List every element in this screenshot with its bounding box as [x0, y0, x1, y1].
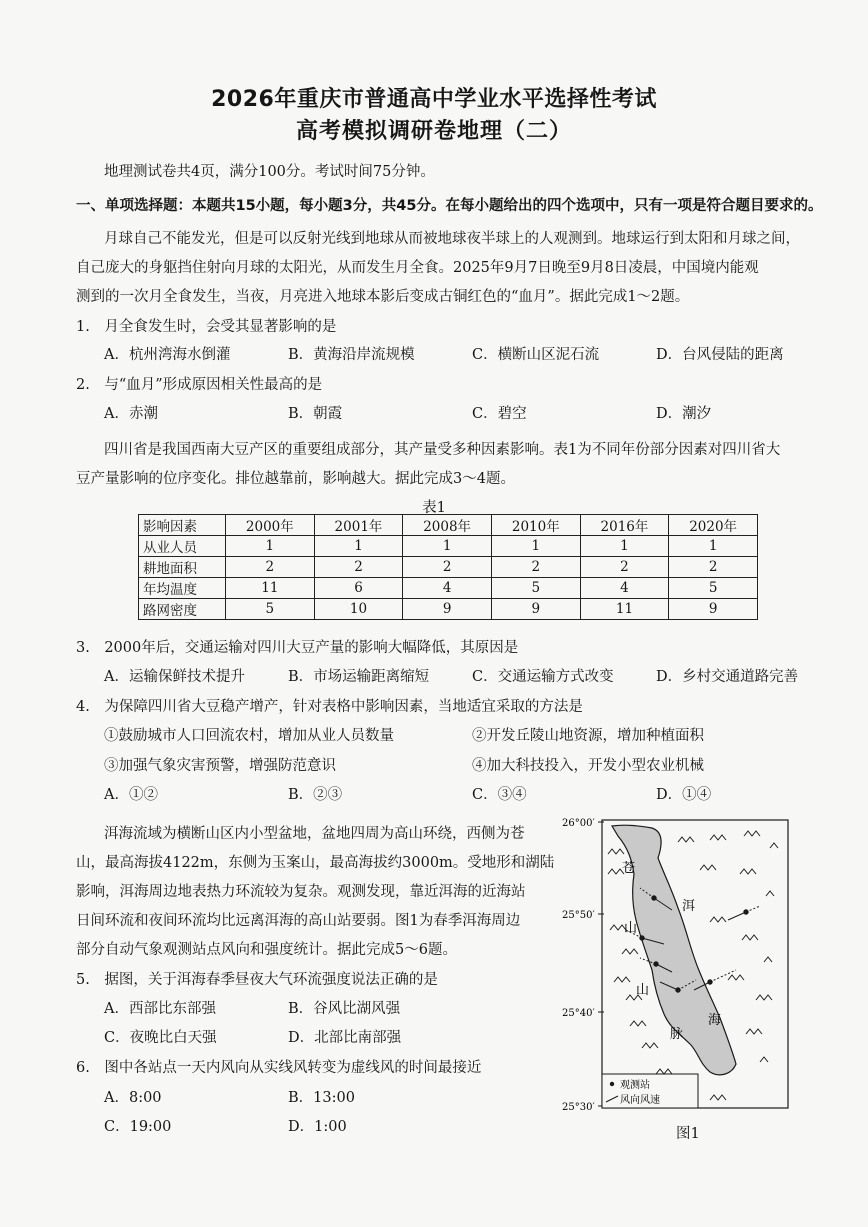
map-label: 海 [708, 1013, 722, 1028]
q4-option-a: A．①② [104, 787, 158, 803]
table-header-cell: 2010年 [491, 515, 580, 536]
question-6-stem: 6. 图中各站点一天内风向从实线风转变为虚线风的时间最接近 [76, 1060, 482, 1076]
question-1-stem: 1. 月全食发生时，会受其显著影响的是 [76, 319, 337, 335]
table-header-cell: 2008年 [403, 515, 492, 536]
table-cell: 2 [314, 557, 403, 578]
erhai-map-figure [560, 812, 790, 1142]
table-cell: 2 [403, 557, 492, 578]
table-cell: 5 [669, 578, 758, 599]
passage3-line: 山，最高海拔4122m，东侧为玉案山，最高海拔约3000m。受地形和湖陆 [76, 855, 555, 871]
table-cell: 5 [491, 578, 580, 599]
question-5-stem: 5. 据图，关于洱海春季昼夜大气环流强度说法正确的是 [76, 972, 438, 988]
q4-item-2: ②开发丘陵山地资源，增加种植面积 [472, 728, 704, 744]
section1-heading: 一、单项选择题：本题共15小题，每小题3分，共45分。在每小题给出的四个选项中，只有一项是符合题目要求的。 [76, 198, 823, 214]
q6-option-d: D．1:00 [288, 1119, 347, 1135]
map-label: 脉 [670, 1027, 684, 1042]
table-cell: 1 [580, 536, 669, 557]
legend-label: 观测站 [620, 1080, 650, 1091]
q4-item-4: ④加大科技投入，开发小型农业机械 [472, 758, 704, 774]
table-cell: 1 [314, 536, 403, 557]
table-cell: 1 [491, 536, 580, 557]
exam-subtitle: 高考模拟调研卷地理（二） [295, 119, 572, 144]
q1-option-d: D．台风侵陆的距离 [656, 347, 784, 363]
table-cell: 6 [314, 578, 403, 599]
q3-option-d: D．乡村交通道路完善 [656, 669, 799, 685]
q1-option-a: A．杭州湾海水倒灌 [104, 347, 231, 363]
table-cell: 1 [226, 536, 315, 557]
exam-title: 2026年重庆市普通高中学业水平选择性考试 [211, 87, 657, 112]
table-cell: 耕地面积 [139, 557, 226, 578]
table-cell: 1 [403, 536, 492, 557]
map-label: 洱 [682, 899, 696, 914]
table-cell: 从业人员 [139, 536, 226, 557]
table-cell: 4 [403, 578, 492, 599]
q4-option-b: B．②③ [288, 787, 343, 803]
q2-option-a: A．赤潮 [104, 406, 158, 422]
q1-option-b: B．黄海沿岸流规模 [288, 347, 415, 363]
q5-option-a: A．西部比东部强 [104, 1001, 216, 1017]
q5-option-b: B．谷风比湖风强 [288, 1001, 401, 1017]
table-cell: 10 [314, 599, 403, 620]
q2-option-c: C．碧空 [472, 406, 527, 422]
intro-text: 地理测试卷共4页，满分100分。考试时间75分钟。 [104, 164, 435, 180]
q3-option-b: B．市场运输距离缩短 [288, 669, 430, 685]
map-label: 山 [624, 921, 638, 936]
table-cell: 2 [226, 557, 315, 578]
factor-rank-table [138, 514, 758, 620]
table-cell: 2 [580, 557, 669, 578]
passage1-line: 测到的一次月全食发生，当夜，月亮进入地球本影后变成古铜红色的“血月”。据此完成1～2题。 [76, 289, 690, 305]
passage2-line: 豆产量影响的位序变化。排位越靠前，影响越大。据此完成3～4题。 [76, 471, 515, 487]
lat-label: 25°50′ [562, 910, 595, 921]
passage2-line: 四川省是我国西南大豆产区的重要组成部分，其产量受多种因素影响。表1为不同年份部分因素对四川省大 [104, 442, 781, 458]
q3-option-c: C．交通运输方式改变 [472, 669, 614, 685]
question-4-stem: 4. 为保障四川省大豆稳产增产，针对表格中影响因素，当地适宜采取的方法是 [76, 699, 583, 715]
lat-label: 26°00′ [562, 818, 595, 829]
table-cell: 9 [403, 599, 492, 620]
table-cell: 2 [491, 557, 580, 578]
map-label: 苍 [622, 861, 636, 876]
map-label: 山 [636, 983, 650, 998]
table-caption: 表1 [422, 500, 446, 516]
passage3-line: 部分自动气象观测站点风向和强度统计。据此完成5～6题。 [76, 942, 457, 958]
table-cell: 9 [491, 599, 580, 620]
table-cell: 2 [669, 557, 758, 578]
table-header-cell: 2001年 [314, 515, 403, 536]
lat-label: 25°30′ [562, 1102, 595, 1113]
q1-option-c: C．横断山区泥石流 [472, 347, 600, 363]
table-cell: 1 [669, 536, 758, 557]
question-2-stem: 2. 与“血月”形成原因相关性最高的是 [76, 377, 323, 393]
table-cell: 11 [226, 578, 315, 599]
table-header-row [139, 515, 758, 536]
q6-option-b: B．13:00 [288, 1090, 355, 1106]
table-cell: 5 [226, 599, 315, 620]
table-cell: 11 [580, 599, 669, 620]
q4-item-1: ①鼓励城市人口回流农村，增加从业人员数量 [104, 728, 394, 744]
legend-label: 风向风速 [620, 1095, 660, 1106]
table-header-cell: 影响因素 [139, 515, 226, 536]
table-cell: 9 [669, 599, 758, 620]
q5-option-c: C．夜晚比白天强 [104, 1030, 217, 1046]
question-3-stem: 3. 2000年后，交通运输对四川大豆产量的影响大幅降低，其原因是 [76, 640, 519, 656]
q2-option-d: D．潮汐 [656, 406, 712, 422]
passage1-line: 自己庞大的身躯挡住射向月球的太阳光，从而发生月全食。2025年9月7日晚至9月8日凌晨，中国境内能观 [76, 260, 759, 276]
figure-caption: 图1 [676, 1126, 700, 1142]
table-cell: 路网密度 [139, 599, 226, 620]
q4-option-c: C．③④ [472, 787, 527, 803]
q2-option-b: B．朝霞 [288, 406, 343, 422]
q6-option-c: C．19:00 [104, 1119, 172, 1135]
passage3-line: 影响，洱海周边地表热力环流较为复杂。观测发现，靠近洱海的近海站 [76, 884, 526, 900]
station-legend-icon [610, 1082, 614, 1086]
q4-option-d: D．①④ [656, 787, 712, 803]
table-header-cell: 2020年 [669, 515, 758, 536]
passage3-line: 洱海流域为横断山区内小型盆地，盆地四周为高山环绕，西侧为苍 [104, 826, 525, 842]
q3-option-a: A．运输保鲜技术提升 [104, 669, 245, 685]
table-row [139, 536, 758, 557]
table-row [139, 578, 758, 599]
table-header-cell: 2000年 [226, 515, 315, 536]
q4-item-3: ③加强气象灾害预警，增强防范意识 [104, 758, 336, 774]
q6-option-a: A．8:00 [104, 1090, 162, 1106]
table-row [139, 599, 758, 620]
table-cell: 年均温度 [139, 578, 226, 599]
q5-option-d: D．北部比南部强 [288, 1030, 402, 1046]
table-header-cell: 2016年 [580, 515, 669, 536]
lat-label: 25°40′ [562, 1008, 595, 1019]
table-row [139, 557, 758, 578]
table-cell: 4 [580, 578, 669, 599]
passage3-line: 日间环流和夜间环流均比远离洱海的高山站要弱。图1为春季洱海周边 [76, 913, 521, 929]
passage1-line: 月球自己不能发光，但是可以反射光线到地球从而被地球夜半球上的人观测到。地球运行到太阳和月球之间， [104, 231, 800, 247]
